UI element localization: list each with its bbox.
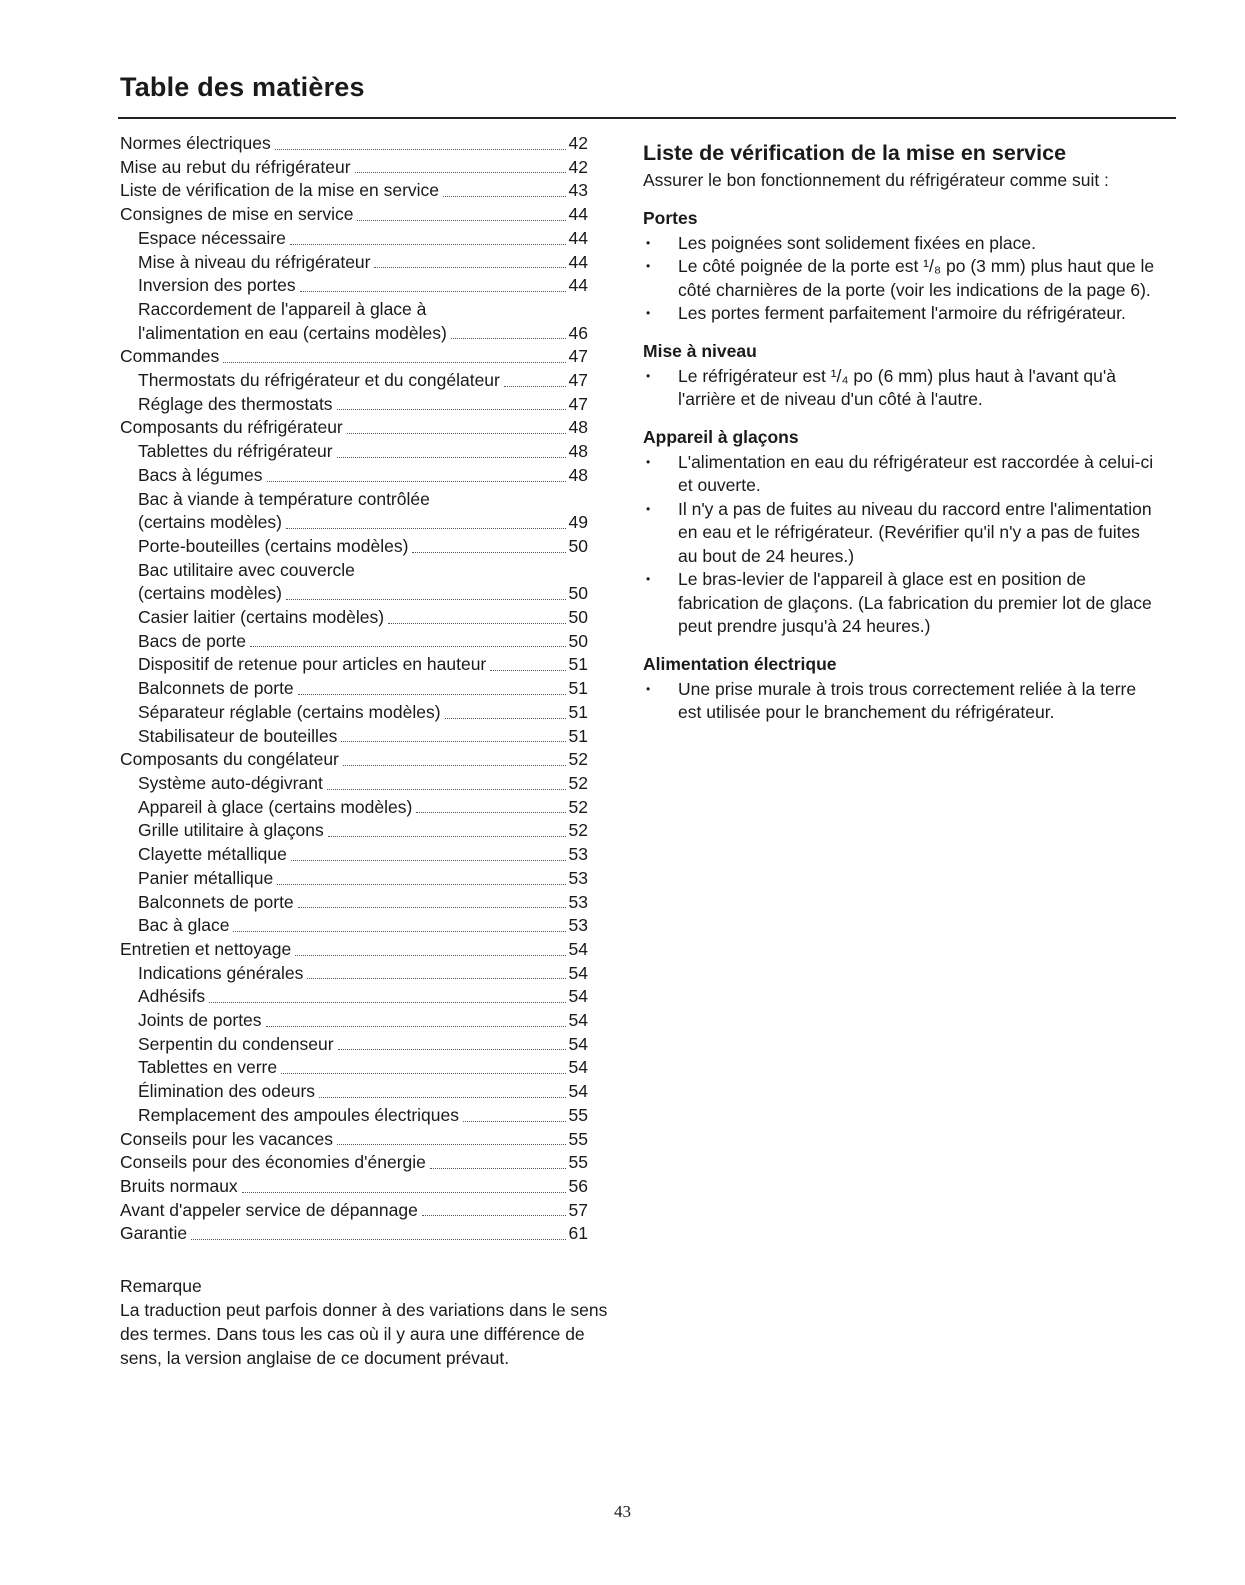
toc-entry-page: 44 <box>568 227 588 248</box>
checklist-item-text: Le bras-levier de l'appareil à glace est en position de fabrication de glaçons. (La fabrication du premier lot de glace peut prendre jusqu'à 24 heures.) <box>678 569 1152 636</box>
checklist-bullet-list <box>643 451 1163 639</box>
bullet-icon: • <box>646 681 651 696</box>
toc-leader-dots <box>286 528 566 529</box>
toc-entry <box>120 322 588 346</box>
toc-entry-label: Entretien et nettoyage <box>120 938 292 959</box>
checklist-section <box>643 653 1163 725</box>
toc-entry-page: 42 <box>568 156 588 177</box>
toc-leader-dots <box>223 362 565 363</box>
bullet-icon: • <box>646 259 651 273</box>
checklist-item <box>643 302 1163 326</box>
toc-leader-dots <box>191 1239 565 1240</box>
checklist-section-heading: Alimentation électrique <box>643 653 837 674</box>
toc-entry-page: 53 <box>568 915 588 936</box>
note-body: La traduction peut parfois donner à des variations dans le sens des termes. Dans tous les cas où il y aura une différence de sens, la version anglaise de ce document prévaut. <box>120 1300 608 1368</box>
toc-entry <box>120 1056 588 1080</box>
toc-leader-dots <box>490 670 565 671</box>
toc-entry <box>120 653 588 677</box>
toc-entry <box>120 843 588 867</box>
toc-entry <box>120 630 588 654</box>
toc-entry <box>120 819 588 843</box>
toc-entry-page: 44 <box>568 275 588 296</box>
toc-entry-page: 54 <box>568 938 588 959</box>
toc-entry <box>120 203 588 227</box>
toc-entry-page: 54 <box>568 962 588 983</box>
toc-leader-dots <box>355 172 566 173</box>
toc-entry-page: 55 <box>568 1128 588 1149</box>
toc-entry <box>120 511 588 535</box>
checklist-item <box>643 678 1163 725</box>
toc-entry-page: 43 <box>568 180 588 201</box>
toc-entry <box>120 796 588 820</box>
bullet-icon: • <box>646 572 651 586</box>
toc-entry-label: Thermostats du réfrigérateur et du congélateur <box>138 370 500 391</box>
toc-entry <box>120 1009 588 1033</box>
toc-entry <box>120 274 588 298</box>
toc-leader-dots <box>298 694 566 695</box>
toc-entry-label: Mise à niveau du réfrigérateur <box>138 251 371 272</box>
toc-entry-label: Tablettes en verre <box>138 1057 278 1078</box>
bullet-icon: • <box>646 454 651 469</box>
toc-entry-page: 47 <box>568 393 588 414</box>
toc-leader-dots <box>422 1215 566 1216</box>
toc-leader-dots <box>347 433 566 434</box>
checklist-item <box>643 498 1163 569</box>
toc-entry-label: Balconnets de porte <box>138 678 294 699</box>
toc-entry-label: Serpentin du condenseur <box>138 1033 334 1054</box>
toc-entry-label: Mise au rebut du réfrigérateur <box>120 156 351 177</box>
toc-entry-label: Réglage des thermostats <box>138 393 333 414</box>
toc-entry <box>120 701 588 725</box>
toc-entry-label: Raccordement de l'appareil à glace à <box>138 298 427 319</box>
toc-entry <box>120 488 588 512</box>
toc-entry <box>120 1128 588 1152</box>
toc-entry <box>120 606 588 630</box>
toc-leader-dots <box>412 552 565 553</box>
checklist-section-heading: Appareil à glaçons <box>643 426 799 447</box>
toc-entry-page: 52 <box>568 749 588 770</box>
toc-entry <box>120 440 588 464</box>
toc-entry-label: Bac à viande à température contrôlée <box>138 488 430 509</box>
toc-entry-label: Tablettes du réfrigérateur <box>138 441 333 462</box>
toc-entry <box>120 535 588 559</box>
toc-entry-page: 48 <box>568 464 588 485</box>
toc-leader-dots <box>250 646 566 647</box>
checklist-item <box>643 365 1163 412</box>
toc-entry <box>120 867 588 891</box>
toc-entry-page: 46 <box>568 322 588 343</box>
toc-entry-label: Clayette métallique <box>138 844 287 865</box>
toc-entry-label: Normes électriques <box>120 133 271 153</box>
page-title: Table des matières <box>120 72 365 102</box>
checklist-item <box>643 568 1163 639</box>
toc-leader-dots <box>341 741 565 742</box>
toc-leader-dots <box>275 149 566 150</box>
checklist-bullet-list <box>643 365 1163 412</box>
toc-leader-dots <box>300 291 566 292</box>
toc-entry-page: 53 <box>568 891 588 912</box>
bullet-icon: • <box>646 306 651 320</box>
toc-entry-page: 50 <box>568 535 588 556</box>
toc-entry-label: Porte-bouteilles (certains modèles) <box>138 535 409 556</box>
toc-leader-dots <box>328 836 566 837</box>
checklist-item <box>643 232 1163 256</box>
checklist-heading: Liste de vérification de la mise en service <box>643 141 1067 165</box>
toc-leader-dots <box>209 1002 565 1003</box>
toc-entry-page: 53 <box>568 867 588 888</box>
toc-leader-dots <box>281 1073 565 1074</box>
toc-entry <box>120 748 588 772</box>
toc-entry <box>120 1222 588 1246</box>
toc-entry <box>120 677 588 701</box>
toc-entry-page: 47 <box>568 370 588 391</box>
toc-entry-page: 49 <box>568 512 588 533</box>
toc-entry-page: 50 <box>568 630 588 651</box>
toc-leader-dots <box>451 338 566 339</box>
toc-leader-dots <box>327 789 566 790</box>
toc-entry-page: 55 <box>568 1152 588 1173</box>
toc-leader-dots <box>388 623 565 624</box>
toc-entry-label: Stabilisateur de bouteilles <box>138 725 338 746</box>
toc-entry-page: 53 <box>568 844 588 865</box>
toc-leader-dots <box>295 955 565 956</box>
toc-leader-dots <box>286 599 566 600</box>
toc-entry-label: Inversion des portes <box>138 275 296 296</box>
toc-entry-label: Système auto-dégivrant <box>138 772 323 793</box>
toc-entry-page: 51 <box>568 678 588 699</box>
toc-leader-dots <box>337 457 566 458</box>
toc-entry <box>120 393 588 417</box>
toc-entry-label: Bac à glace <box>138 915 230 936</box>
toc-entry-page: 55 <box>568 1104 588 1125</box>
toc-entry-page: 54 <box>568 986 588 1007</box>
toc-entry <box>120 725 588 749</box>
checklist-section-heading: Portes <box>643 207 698 228</box>
toc-leader-dots <box>277 884 565 885</box>
toc-entry-page: 54 <box>568 1057 588 1078</box>
toc-leader-dots <box>319 1097 565 1098</box>
toc-entry-label: Séparateur réglable (certains modèles) <box>138 701 441 722</box>
bullet-icon: • <box>646 235 651 250</box>
checklist-bullet-list <box>643 678 1163 725</box>
toc-entry-label: Joints de portes <box>138 1010 262 1031</box>
toc-entry-label: Liste de vérification de la mise en service <box>120 180 440 201</box>
checklist-item <box>643 451 1163 498</box>
toc-entry-label: Commandes <box>120 346 220 367</box>
toc-entry-page: 61 <box>568 1223 588 1244</box>
checklist-section-heading: Mise à niveau <box>643 340 757 361</box>
checklist-section <box>643 340 1163 412</box>
toc-entry <box>120 1033 588 1057</box>
toc-entry-page: 44 <box>568 251 588 272</box>
toc-entry <box>120 1175 588 1199</box>
toc-leader-dots <box>445 718 566 719</box>
toc-entry <box>120 985 588 1009</box>
toc-entry <box>120 1151 588 1175</box>
checklist-section <box>643 207 1163 326</box>
toc-entry <box>120 772 588 796</box>
toc-entry <box>120 559 588 583</box>
toc-entry <box>120 227 588 251</box>
toc-entry <box>120 369 588 393</box>
toc-leader-dots <box>338 1049 566 1050</box>
toc-entry-label: Appareil à glace (certains modèles) <box>138 796 413 817</box>
toc-entry-page: 50 <box>568 607 588 628</box>
toc-entry-page: 54 <box>568 1081 588 1102</box>
toc-entry <box>120 1080 588 1104</box>
checklist-item-text: Le côté poignée de la porte est ¹/₈ po (3 mm) plus haut que le côté charnières de la porte (voir les indications de la page 6). <box>678 256 1155 300</box>
toc-entry-page: 51 <box>568 725 588 746</box>
translation-note <box>120 1274 620 1370</box>
toc-entry <box>120 345 588 369</box>
toc-entry-label: Bac utilitaire avec couvercle <box>138 559 355 580</box>
toc-entry-page: 44 <box>568 204 588 225</box>
toc-entry <box>120 464 588 488</box>
note-heading: Remarque <box>120 1276 202 1296</box>
toc-entry-page: 57 <box>568 1199 588 1220</box>
toc-entry-label: Bruits normaux <box>120 1175 238 1196</box>
toc-entry-page: 42 <box>568 133 588 153</box>
toc-entry <box>120 914 588 938</box>
toc-entry <box>120 251 588 275</box>
toc-leader-dots <box>357 220 565 221</box>
toc-entry-label: Consignes de mise en service <box>120 204 354 225</box>
toc-entry <box>120 179 588 203</box>
toc-entry-label: Conseils pour des économies d'énergie <box>120 1152 426 1173</box>
toc-entry-label: Indications générales <box>138 962 304 983</box>
toc-entry-label: Garantie <box>120 1223 188 1244</box>
toc-leader-dots <box>463 1121 566 1122</box>
checklist-item-text: Les poignées sont solidement fixées en place. <box>678 232 1037 253</box>
checklist-section <box>643 426 1163 639</box>
toc-entry-label: (certains modèles) <box>138 583 282 604</box>
toc-entry <box>120 416 588 440</box>
toc-entry-label: Espace nécessaire <box>138 227 286 248</box>
checklist-item-text: Il n'y a pas de fuites au niveau du raccord entre l'alimentation en eau et le réfrigérateur. (Revérifier qu'il n'y a pas de fuites au bout de 24 heures.) <box>678 498 1152 566</box>
toc-leader-dots <box>233 931 565 932</box>
toc-leader-dots <box>291 860 566 861</box>
toc-entry-label: Bacs à légumes <box>138 464 263 485</box>
toc-entry <box>120 1199 588 1223</box>
toc-entry-page: 56 <box>568 1175 588 1196</box>
title-divider <box>118 117 1176 119</box>
toc-entry-page: 51 <box>568 701 588 722</box>
checklist-item <box>643 255 1163 302</box>
toc-leader-dots <box>374 267 565 268</box>
toc-leader-dots <box>337 409 566 410</box>
toc-entry-label: Composants du réfrigérateur <box>120 417 343 438</box>
toc-entry-label: Grille utilitaire à glaçons <box>138 820 324 841</box>
toc-entry-page: 54 <box>568 1033 588 1054</box>
toc-entry <box>120 891 588 915</box>
toc-entry-label: Balconnets de porte <box>138 891 294 912</box>
toc-entry-label: Remplacement des ampoules électriques <box>138 1104 459 1125</box>
toc-entry-page: 51 <box>568 654 588 675</box>
toc-entry-label: Composants du congélateur <box>120 749 339 770</box>
toc-entry <box>120 1104 588 1128</box>
bullet-icon: • <box>646 368 651 383</box>
toc-leader-dots <box>266 1026 566 1027</box>
toc-entry-label: l'alimentation en eau (certains modèles) <box>138 322 447 343</box>
toc-entry-label: Élimination des odeurs <box>138 1081 316 1102</box>
toc-entry-page: 48 <box>568 417 588 438</box>
toc-leader-dots <box>443 196 565 197</box>
table-of-contents <box>120 132 588 1246</box>
toc-entry <box>120 938 588 962</box>
toc-entry <box>120 132 588 156</box>
toc-entry <box>120 582 588 606</box>
checklist-item-text: Une prise murale à trois trous correctement reliée à la terre est utilisée pour le branchement du réfrigérateur. <box>678 678 1137 722</box>
checklist-intro: Assurer le bon fonctionnement du réfrigérateur comme suit : <box>643 170 1109 190</box>
page-number: 43 <box>614 1502 631 1521</box>
toc-entry-page: 52 <box>568 820 588 841</box>
toc-entry <box>120 156 588 180</box>
checklist-item-text: Le réfrigérateur est ¹/₄ po (6 mm) plus haut à l'avant qu'à l'arrière et de niveau d'un côté à l'autre. <box>678 365 1116 409</box>
toc-entry-page: 52 <box>568 796 588 817</box>
checklist-bullet-list <box>643 232 1163 326</box>
toc-leader-dots <box>242 1192 566 1193</box>
checklist-item-text: Les portes ferment parfaitement l'armoire du réfrigérateur. <box>678 303 1126 323</box>
toc-entry-page: 54 <box>568 1010 588 1031</box>
toc-entry-label: Bacs de porte <box>138 630 246 651</box>
toc-entry-page: 52 <box>568 772 588 793</box>
toc-entry-label: Panier métallique <box>138 867 274 888</box>
toc-entry-label: Dispositif de retenue pour articles en hauteur <box>138 654 487 675</box>
checklist-item-text: L'alimentation en eau du réfrigérateur est raccordée à celui-ci et ouverte. <box>678 451 1154 495</box>
startup-checklist <box>643 140 1163 725</box>
toc-leader-dots <box>298 907 566 908</box>
toc-entry <box>120 962 588 986</box>
toc-entry-page: 47 <box>568 346 588 367</box>
toc-entry-page: 48 <box>568 441 588 462</box>
toc-leader-dots <box>337 1144 566 1145</box>
toc-leader-dots <box>290 244 566 245</box>
toc-entry-label: Adhésifs <box>138 986 206 1007</box>
toc-leader-dots <box>307 978 565 979</box>
toc-entry-label: Conseils pour les vacances <box>120 1128 334 1149</box>
toc-leader-dots <box>504 386 566 387</box>
toc-leader-dots <box>416 812 565 813</box>
toc-entry-page: 50 <box>568 583 588 604</box>
toc-leader-dots <box>267 481 566 482</box>
toc-leader-dots <box>343 765 566 766</box>
toc-leader-dots <box>430 1168 566 1169</box>
toc-entry-label: Avant d'appeler service de dépannage <box>120 1199 418 1220</box>
toc-entry <box>120 298 588 322</box>
toc-entry-label: Casier laitier (certains modèles) <box>138 607 385 628</box>
toc-entry-label: (certains modèles) <box>138 512 282 533</box>
bullet-icon: • <box>646 501 651 516</box>
